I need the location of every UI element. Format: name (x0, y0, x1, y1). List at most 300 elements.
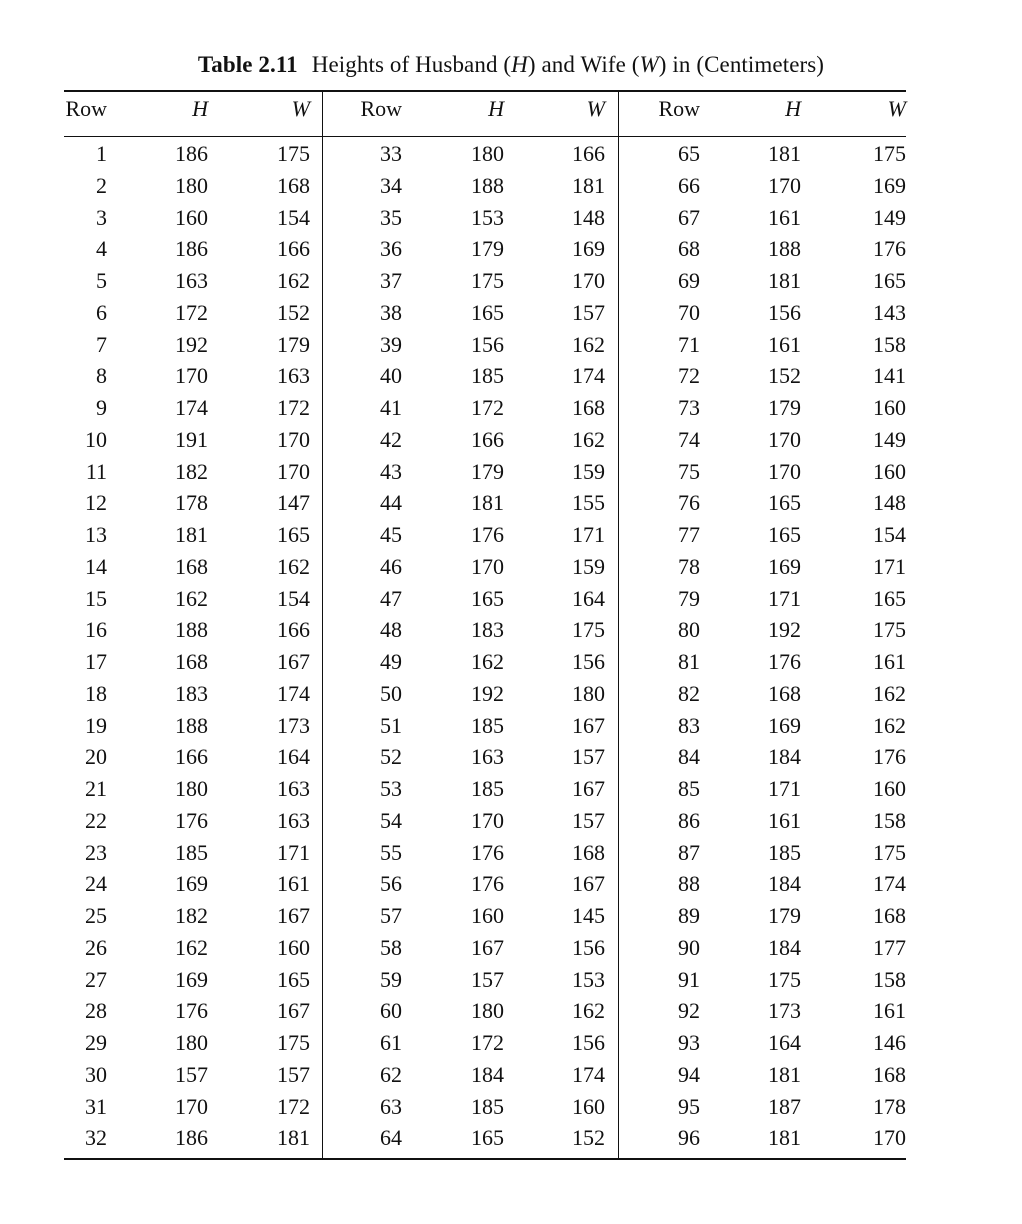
husband-height-cell: 185 (471, 363, 504, 389)
wife-height-cell: 164 (277, 744, 310, 770)
wife-height-cell: 169 (873, 172, 906, 198)
row-number-cell: 18 (85, 680, 107, 706)
wife-height-cell: 175 (873, 617, 906, 643)
wife-height-cell: 170 (572, 268, 605, 293)
wife-height-cell: 181 (277, 1125, 310, 1151)
husband-height-cell: 185 (471, 1093, 504, 1119)
table-row (0, 584, 1022, 616)
row-number-cell: 86 (678, 807, 700, 833)
husband-height-cell: 176 (471, 522, 504, 547)
row-number-cell: 45 (380, 522, 402, 547)
husband-height-cell: 165 (768, 522, 801, 547)
wife-height-cell: 158 (873, 807, 906, 833)
row-number-cell: 27 (85, 966, 107, 992)
husband-height-cell: 162 (471, 649, 504, 674)
husband-height-cell: 169 (768, 553, 801, 579)
husband-height-cell: 166 (175, 744, 208, 770)
husband-height-cell: 170 (175, 363, 208, 389)
husband-height-cell: 181 (768, 141, 801, 166)
wife-height-cell: 165 (277, 522, 310, 547)
table-row (0, 742, 1022, 774)
husband-height-cell: 191 (175, 426, 208, 452)
row-number-cell: 91 (678, 966, 700, 992)
husband-height-cell: 171 (768, 776, 801, 801)
wife-height-cell: 176 (873, 236, 906, 262)
wife-height-cell: 166 (277, 236, 310, 262)
wife-height-cell: 160 (873, 458, 906, 484)
wife-height-cell: 167 (572, 712, 605, 738)
row-number-cell: 76 (678, 490, 700, 516)
husband-height-cell: 173 (768, 998, 801, 1024)
husband-height-cell: 188 (768, 236, 801, 262)
row-number-cell: 33 (380, 141, 402, 166)
wife-height-cell: 176 (873, 744, 906, 770)
row-number-cell: 94 (678, 1061, 700, 1087)
husband-height-cell: 162 (175, 934, 208, 960)
wife-height-cell: 180 (572, 680, 605, 706)
wife-height-cell: 161 (277, 871, 310, 897)
caption-text-2: ) and Wife ( (527, 52, 640, 77)
wife-height-cell: 167 (277, 998, 310, 1024)
wife-height-cell: 169 (572, 236, 605, 262)
wife-height-cell: 162 (572, 426, 605, 452)
row-number-cell: 79 (678, 585, 700, 611)
husband-height-cell: 172 (471, 395, 504, 420)
row-number-cell: 54 (380, 807, 402, 833)
wife-height-cell: 175 (277, 1030, 310, 1055)
husband-height-cell: 184 (768, 871, 801, 897)
husband-height-cell: 180 (471, 998, 504, 1024)
table-row (0, 393, 1022, 425)
husband-height-cell: 192 (471, 680, 504, 706)
table-row (0, 615, 1022, 647)
wife-height-cell: 160 (277, 934, 310, 960)
wife-height-cell: 157 (572, 299, 605, 325)
row-number-cell: 19 (85, 712, 107, 738)
row-number-cell: 13 (85, 522, 107, 547)
row-number-cell: 39 (380, 331, 402, 357)
husband-height-cell: 161 (768, 204, 801, 230)
wife-height-cell: 177 (873, 934, 906, 960)
row-number-cell: 1 (96, 141, 107, 166)
husband-height-cell: 169 (175, 966, 208, 992)
row-number-cell: 59 (380, 966, 402, 992)
table-row (0, 425, 1022, 457)
husband-height-cell: 169 (175, 871, 208, 897)
husband-height-cell: 167 (471, 934, 504, 960)
wife-height-cell: 167 (572, 776, 605, 801)
husband-height-cell: 186 (175, 236, 208, 262)
row-number-cell: 16 (85, 617, 107, 643)
wife-height-cell: 146 (873, 1030, 906, 1055)
row-number-cell: 74 (678, 426, 700, 452)
wife-height-cell: 168 (277, 172, 310, 198)
table-row (0, 488, 1022, 520)
row-number-cell: 12 (85, 490, 107, 516)
husband-height-cell: 181 (768, 1125, 801, 1151)
husband-height-cell: 161 (768, 807, 801, 833)
header-h-3: H (785, 96, 801, 121)
row-number-cell: 7 (96, 331, 107, 357)
husband-height-cell: 160 (471, 903, 504, 928)
row-number-cell: 89 (678, 903, 700, 928)
wife-height-cell: 172 (277, 1093, 310, 1119)
wife-height-cell: 175 (572, 617, 605, 643)
header-row-1: Row (65, 96, 107, 121)
row-number-cell: 25 (85, 903, 107, 928)
table-row (0, 996, 1022, 1028)
husband-height-cell: 182 (175, 458, 208, 484)
wife-height-cell: 159 (572, 553, 605, 579)
wife-height-cell: 141 (873, 363, 906, 389)
wife-height-cell: 155 (572, 490, 605, 516)
row-number-cell: 96 (678, 1125, 700, 1151)
row-number-cell: 58 (380, 934, 402, 960)
husband-height-cell: 192 (768, 617, 801, 643)
header-h-2: H (488, 96, 504, 121)
wife-height-cell: 160 (572, 1093, 605, 1119)
table-top-rule (64, 90, 906, 92)
row-number-cell: 51 (380, 712, 402, 738)
wife-height-cell: 160 (873, 776, 906, 801)
husband-height-cell: 165 (471, 299, 504, 325)
wife-height-cell: 170 (873, 1125, 906, 1151)
husband-height-cell: 176 (175, 998, 208, 1024)
caption-symbol-w: W (639, 52, 659, 77)
wife-height-cell: 163 (277, 363, 310, 389)
husband-height-cell: 179 (768, 903, 801, 928)
husband-height-cell: 175 (471, 268, 504, 293)
husband-height-cell: 163 (471, 744, 504, 770)
husband-height-cell: 170 (471, 807, 504, 833)
table-row (0, 838, 1022, 870)
husband-height-cell: 180 (471, 141, 504, 166)
table-caption (0, 52, 1022, 78)
husband-height-cell: 182 (175, 903, 208, 928)
wife-height-cell: 171 (572, 522, 605, 547)
wife-height-cell: 161 (873, 649, 906, 674)
row-number-cell: 83 (678, 712, 700, 738)
husband-height-cell: 175 (768, 966, 801, 992)
table-row (0, 869, 1022, 901)
row-number-cell: 57 (380, 903, 402, 928)
row-number-cell: 21 (85, 776, 107, 801)
husband-height-cell: 180 (175, 1030, 208, 1055)
row-number-cell: 85 (678, 776, 700, 801)
wife-height-cell: 165 (873, 585, 906, 611)
row-number-cell: 23 (85, 839, 107, 865)
row-number-cell: 64 (380, 1125, 402, 1151)
husband-height-cell: 181 (768, 268, 801, 293)
row-number-cell: 6 (96, 299, 107, 325)
table-row (0, 361, 1022, 393)
husband-height-cell: 184 (471, 1061, 504, 1087)
husband-height-cell: 181 (471, 490, 504, 516)
row-number-cell: 90 (678, 934, 700, 960)
husband-height-cell: 174 (175, 395, 208, 420)
row-number-cell: 93 (678, 1030, 700, 1055)
wife-height-cell: 149 (873, 426, 906, 452)
wife-height-cell: 174 (572, 1061, 605, 1087)
table-row (0, 1060, 1022, 1092)
row-number-cell: 30 (85, 1061, 107, 1087)
husband-height-cell: 164 (768, 1030, 801, 1055)
wife-height-cell: 161 (873, 998, 906, 1024)
husband-height-cell: 178 (175, 490, 208, 516)
wife-height-cell: 162 (873, 712, 906, 738)
table-row (0, 457, 1022, 489)
row-number-cell: 3 (96, 204, 107, 230)
wife-height-cell: 175 (873, 839, 906, 865)
row-number-cell: 41 (380, 395, 402, 420)
row-number-cell: 66 (678, 172, 700, 198)
wife-height-cell: 166 (572, 141, 605, 166)
table-header (0, 96, 1022, 130)
husband-height-cell: 186 (175, 141, 208, 166)
wife-height-cell: 148 (572, 204, 605, 230)
husband-height-cell: 181 (175, 522, 208, 547)
husband-height-cell: 170 (768, 172, 801, 198)
row-number-cell: 92 (678, 998, 700, 1024)
wife-height-cell: 157 (572, 744, 605, 770)
husband-height-cell: 172 (471, 1030, 504, 1055)
table-row (0, 679, 1022, 711)
table-row (0, 711, 1022, 743)
husband-height-cell: 170 (768, 426, 801, 452)
wife-height-cell: 175 (873, 141, 906, 166)
row-number-cell: 31 (85, 1093, 107, 1119)
wife-height-cell: 170 (277, 458, 310, 484)
wife-height-cell: 168 (572, 395, 605, 420)
wife-height-cell: 148 (873, 490, 906, 516)
husband-height-cell: 184 (768, 744, 801, 770)
row-number-cell: 87 (678, 839, 700, 865)
row-number-cell: 24 (85, 871, 107, 897)
wife-height-cell: 147 (277, 490, 310, 516)
table-row (0, 266, 1022, 298)
husband-height-cell: 192 (175, 331, 208, 357)
husband-height-cell: 184 (768, 934, 801, 960)
table-header-rule (64, 136, 906, 137)
husband-height-cell: 171 (768, 585, 801, 611)
husband-height-cell: 170 (471, 553, 504, 579)
table-row (0, 1092, 1022, 1124)
wife-height-cell: 162 (572, 331, 605, 357)
row-number-cell: 42 (380, 426, 402, 452)
husband-height-cell: 168 (768, 680, 801, 706)
row-number-cell: 50 (380, 680, 402, 706)
row-number-cell: 17 (85, 649, 107, 674)
wife-height-cell: 173 (277, 712, 310, 738)
table-row (0, 1123, 1022, 1155)
husband-height-cell: 188 (175, 712, 208, 738)
row-number-cell: 29 (85, 1030, 107, 1055)
table-row (0, 520, 1022, 552)
wife-height-cell: 163 (277, 776, 310, 801)
husband-height-cell: 180 (175, 172, 208, 198)
row-number-cell: 48 (380, 617, 402, 643)
wife-height-cell: 156 (572, 1030, 605, 1055)
wife-height-cell: 165 (873, 268, 906, 293)
row-number-cell: 46 (380, 553, 402, 579)
table-row (0, 774, 1022, 806)
wife-height-cell: 162 (873, 680, 906, 706)
husband-height-cell: 168 (175, 649, 208, 674)
table-row (0, 806, 1022, 838)
wife-height-cell: 165 (277, 966, 310, 992)
wife-height-cell: 154 (873, 522, 906, 547)
wife-height-cell: 172 (277, 395, 310, 420)
husband-height-cell: 187 (768, 1093, 801, 1119)
husband-height-cell: 185 (768, 839, 801, 865)
wife-height-cell: 160 (873, 395, 906, 420)
wife-height-cell: 156 (572, 934, 605, 960)
husband-height-cell: 157 (471, 966, 504, 992)
husband-height-cell: 165 (471, 1125, 504, 1151)
row-number-cell: 34 (380, 172, 402, 198)
row-number-cell: 69 (678, 268, 700, 293)
row-number-cell: 70 (678, 299, 700, 325)
row-number-cell: 9 (96, 395, 107, 420)
wife-height-cell: 164 (572, 585, 605, 611)
wife-height-cell: 167 (277, 649, 310, 674)
husband-height-cell: 176 (175, 807, 208, 833)
table-label: Table 2.11 (197, 52, 298, 77)
husband-height-cell: 179 (471, 236, 504, 262)
row-number-cell: 82 (678, 680, 700, 706)
row-number-cell: 32 (85, 1125, 107, 1151)
header-w-3: W (887, 96, 906, 121)
wife-height-cell: 145 (572, 903, 605, 928)
row-number-cell: 28 (85, 998, 107, 1024)
row-number-cell: 47 (380, 585, 402, 611)
wife-height-cell: 167 (277, 903, 310, 928)
husband-height-cell: 179 (768, 395, 801, 420)
wife-height-cell: 163 (277, 807, 310, 833)
row-number-cell: 20 (85, 744, 107, 770)
caption-text-3: ) in (Centimeters) (658, 52, 825, 77)
wife-height-cell: 162 (277, 268, 310, 293)
table-row (0, 298, 1022, 330)
husband-height-cell: 172 (175, 299, 208, 325)
row-number-cell: 52 (380, 744, 402, 770)
husband-height-cell: 157 (175, 1061, 208, 1087)
wife-height-cell: 174 (572, 363, 605, 389)
husband-height-cell: 165 (471, 585, 504, 611)
row-number-cell: 61 (380, 1030, 402, 1055)
husband-height-cell: 160 (175, 204, 208, 230)
row-number-cell: 43 (380, 458, 402, 484)
row-number-cell: 88 (678, 871, 700, 897)
husband-height-cell: 156 (768, 299, 801, 325)
table-row (0, 1028, 1022, 1060)
husband-height-cell: 185 (175, 839, 208, 865)
table-row (0, 552, 1022, 584)
table-row (0, 901, 1022, 933)
row-number-cell: 49 (380, 649, 402, 674)
wife-height-cell: 153 (572, 966, 605, 992)
row-number-cell: 72 (678, 363, 700, 389)
row-number-cell: 38 (380, 299, 402, 325)
wife-height-cell: 171 (873, 553, 906, 579)
row-number-cell: 4 (96, 236, 107, 262)
husband-height-cell: 183 (175, 680, 208, 706)
row-number-cell: 75 (678, 458, 700, 484)
row-number-cell: 60 (380, 998, 402, 1024)
row-number-cell: 65 (678, 141, 700, 166)
row-number-cell: 67 (678, 204, 700, 230)
row-number-cell: 8 (96, 363, 107, 389)
husband-height-cell: 168 (175, 553, 208, 579)
table-row (0, 933, 1022, 965)
wife-height-cell: 179 (277, 331, 310, 357)
husband-height-cell: 179 (471, 458, 504, 484)
row-number-cell: 68 (678, 236, 700, 262)
husband-height-cell: 188 (175, 617, 208, 643)
row-number-cell: 53 (380, 776, 402, 801)
row-number-cell: 81 (678, 649, 700, 674)
wife-height-cell: 174 (277, 680, 310, 706)
wife-height-cell: 166 (277, 617, 310, 643)
husband-height-cell: 176 (768, 649, 801, 674)
husband-height-cell: 156 (471, 331, 504, 357)
wife-height-cell: 152 (277, 299, 310, 325)
wife-height-cell: 154 (277, 204, 310, 230)
husband-height-cell: 161 (768, 331, 801, 357)
husband-height-cell: 176 (471, 839, 504, 865)
table-row (0, 234, 1022, 266)
row-number-cell: 22 (85, 807, 107, 833)
row-number-cell: 36 (380, 236, 402, 262)
row-number-cell: 15 (85, 585, 107, 611)
husband-height-cell: 186 (175, 1125, 208, 1151)
row-number-cell: 71 (678, 331, 700, 357)
wife-height-cell: 156 (572, 649, 605, 674)
row-number-cell: 10 (85, 426, 107, 452)
husband-height-cell: 170 (175, 1093, 208, 1119)
table-row (0, 330, 1022, 362)
wife-height-cell: 167 (572, 871, 605, 897)
husband-height-cell: 162 (175, 585, 208, 611)
row-number-cell: 2 (96, 172, 107, 198)
wife-height-cell: 143 (873, 299, 906, 325)
row-number-cell: 62 (380, 1061, 402, 1087)
header-w-2: W (586, 96, 605, 121)
husband-height-cell: 170 (768, 458, 801, 484)
row-number-cell: 44 (380, 490, 402, 516)
row-number-cell: 40 (380, 363, 402, 389)
husband-height-cell: 181 (768, 1061, 801, 1087)
table-row (0, 647, 1022, 679)
wife-height-cell: 178 (873, 1093, 906, 1119)
header-w-1: W (291, 96, 310, 121)
wife-height-cell: 149 (873, 204, 906, 230)
table-row (0, 203, 1022, 235)
row-number-cell: 37 (380, 268, 402, 293)
row-number-cell: 84 (678, 744, 700, 770)
husband-height-cell: 153 (471, 204, 504, 230)
wife-height-cell: 157 (277, 1061, 310, 1087)
wife-height-cell: 168 (572, 839, 605, 865)
husband-height-cell: 185 (471, 776, 504, 801)
husband-height-cell: 166 (471, 426, 504, 452)
row-number-cell: 11 (85, 458, 107, 484)
wife-height-cell: 170 (277, 426, 310, 452)
wife-height-cell: 171 (277, 839, 310, 865)
wife-height-cell: 162 (572, 998, 605, 1024)
husband-height-cell: 152 (768, 363, 801, 389)
wife-height-cell: 154 (277, 585, 310, 611)
